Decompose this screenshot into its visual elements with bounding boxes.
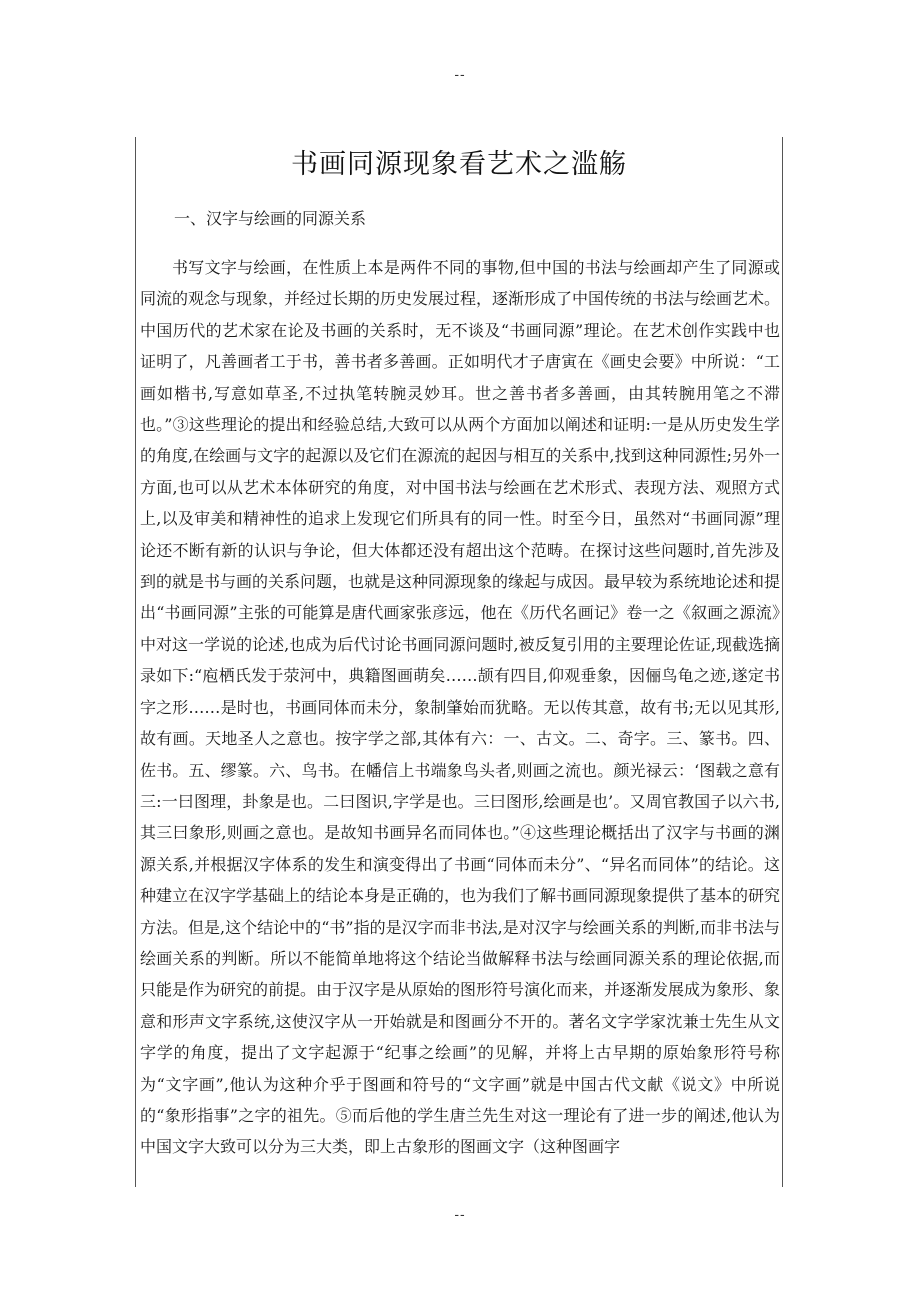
document-title: 书画同源现象看艺术之滥觞: [291, 149, 627, 180]
header-page-marker: --: [454, 66, 466, 82]
section-heading: 一、汉字与绘画的同源关系: [174, 209, 367, 228]
document-body-frame: [135, 137, 783, 1187]
footer-page-marker: --: [454, 1206, 466, 1222]
body-paragraph: 书写文字与绘画，在性质上本是两件不同的事物,但中国的书法与绘画却产生了同源或同流的观念与现象，并经过长期的历史发展过程，逐渐形成了中国传统的书法与绘画艺术。中国历代的艺术家在论及书画的关系时，无不谈及“书画同源”理论。在艺术创作实践中也证明了，凡善画者工于书，善书者多善画。正如明代才子唐寅在《画史会要》中所说：“工画如楷书,写意如草圣,不过执笔转腕灵妙耳。世之善书者多善画，由其转腕用笔之不滞也。”③这些理论的提出和经验总结,大致可以从两个方面加以阐述和证明:一是从历史发生学的角度,在绘画与文字的起源以及它们在源流的起因与相互的关系中,找到这种同源性;另外一方面,也可以从艺术本体研究的角度，对中国书法与绘画在艺术形式、表现方法、观照方式上,以及审美和精神性的追求上发现它们所具有的同一性。时至今日，虽然对“书画同源”理论还不断有新的认识与争论，但大体都还没有超出这个范畴。在探讨这些问题时,首先涉及到的就是书与画的关系问题，也就是这种同源现象的缘起与成因。最早较为系统地论述和提出“书画同源”主张的可能算是唐代画家张彦远，他在《历代名画记》卷一之《叙画之源流》中对这一学说的论述,也成为后代讨论书画同源问题时,被反复引用的主要理论佐证,现截选摘录如下:“庖栖氏发于荥河中，典籍图画萌矣……颉有四目,仰观垂象，因俪鸟龟之迹,遂定书字之形……是时也，书画同体而未分，象制肇始而犹略。无以传其意，故有书;无以见其形,故有画。天地圣人之意也。按字学之部,其体有六：一、古文。二、奇字。三、篆书。四、佐书。五、缪篆。六、鸟书。在幡信上书端象鸟头者,则画之流也。颜光禄云：‘图载之意有三:一曰图理，卦象是也。二曰图识,字学是也。三曰图形,绘画是也’。又周官教国子以六书,其三曰象形,则画之意也。是故知书画异名而同体也。”④这些理论概括出了汉字与书画的渊源关系,并根据汉字体系的发生和演变得出了书画“同体而未分”、“异名而同体”的结论。这种建立在汉字学基础上的结论本身是正确的，也为我们了解书画同源现象提供了基本的研究方法。但是,这个结论中的“书”指的是汉字而非书法,是对汉字与绘画关系的判断,而非书法与绘画关系的判断。所以不能简单地将这个结论当做解释书法与绘画同源关系的理论依据,而只能是作为研究的前提。由于汉字是从原始的图形符号演化而来，并逐渐发展成为象形、象意和形声文字系统,这使汉字从一开始就是和图画分不开的。著名文字学家沈兼士先生从文字学的角度，提出了文字起源于“纪事之绘画”的见解，并将上古早期的原始象形符号称为“文字画”,他认为这种介乎于图画和符号的“文字画”就是中国古代文献《说文》中所说的“象形指事”之字的祖先。⑤而后他的学生唐兰先生对这一理论有了进一步的阐述,他认为中国文字大致可以分为三大类，即上古象形的图画文字（这种图画字: [140, 258, 781, 1157]
